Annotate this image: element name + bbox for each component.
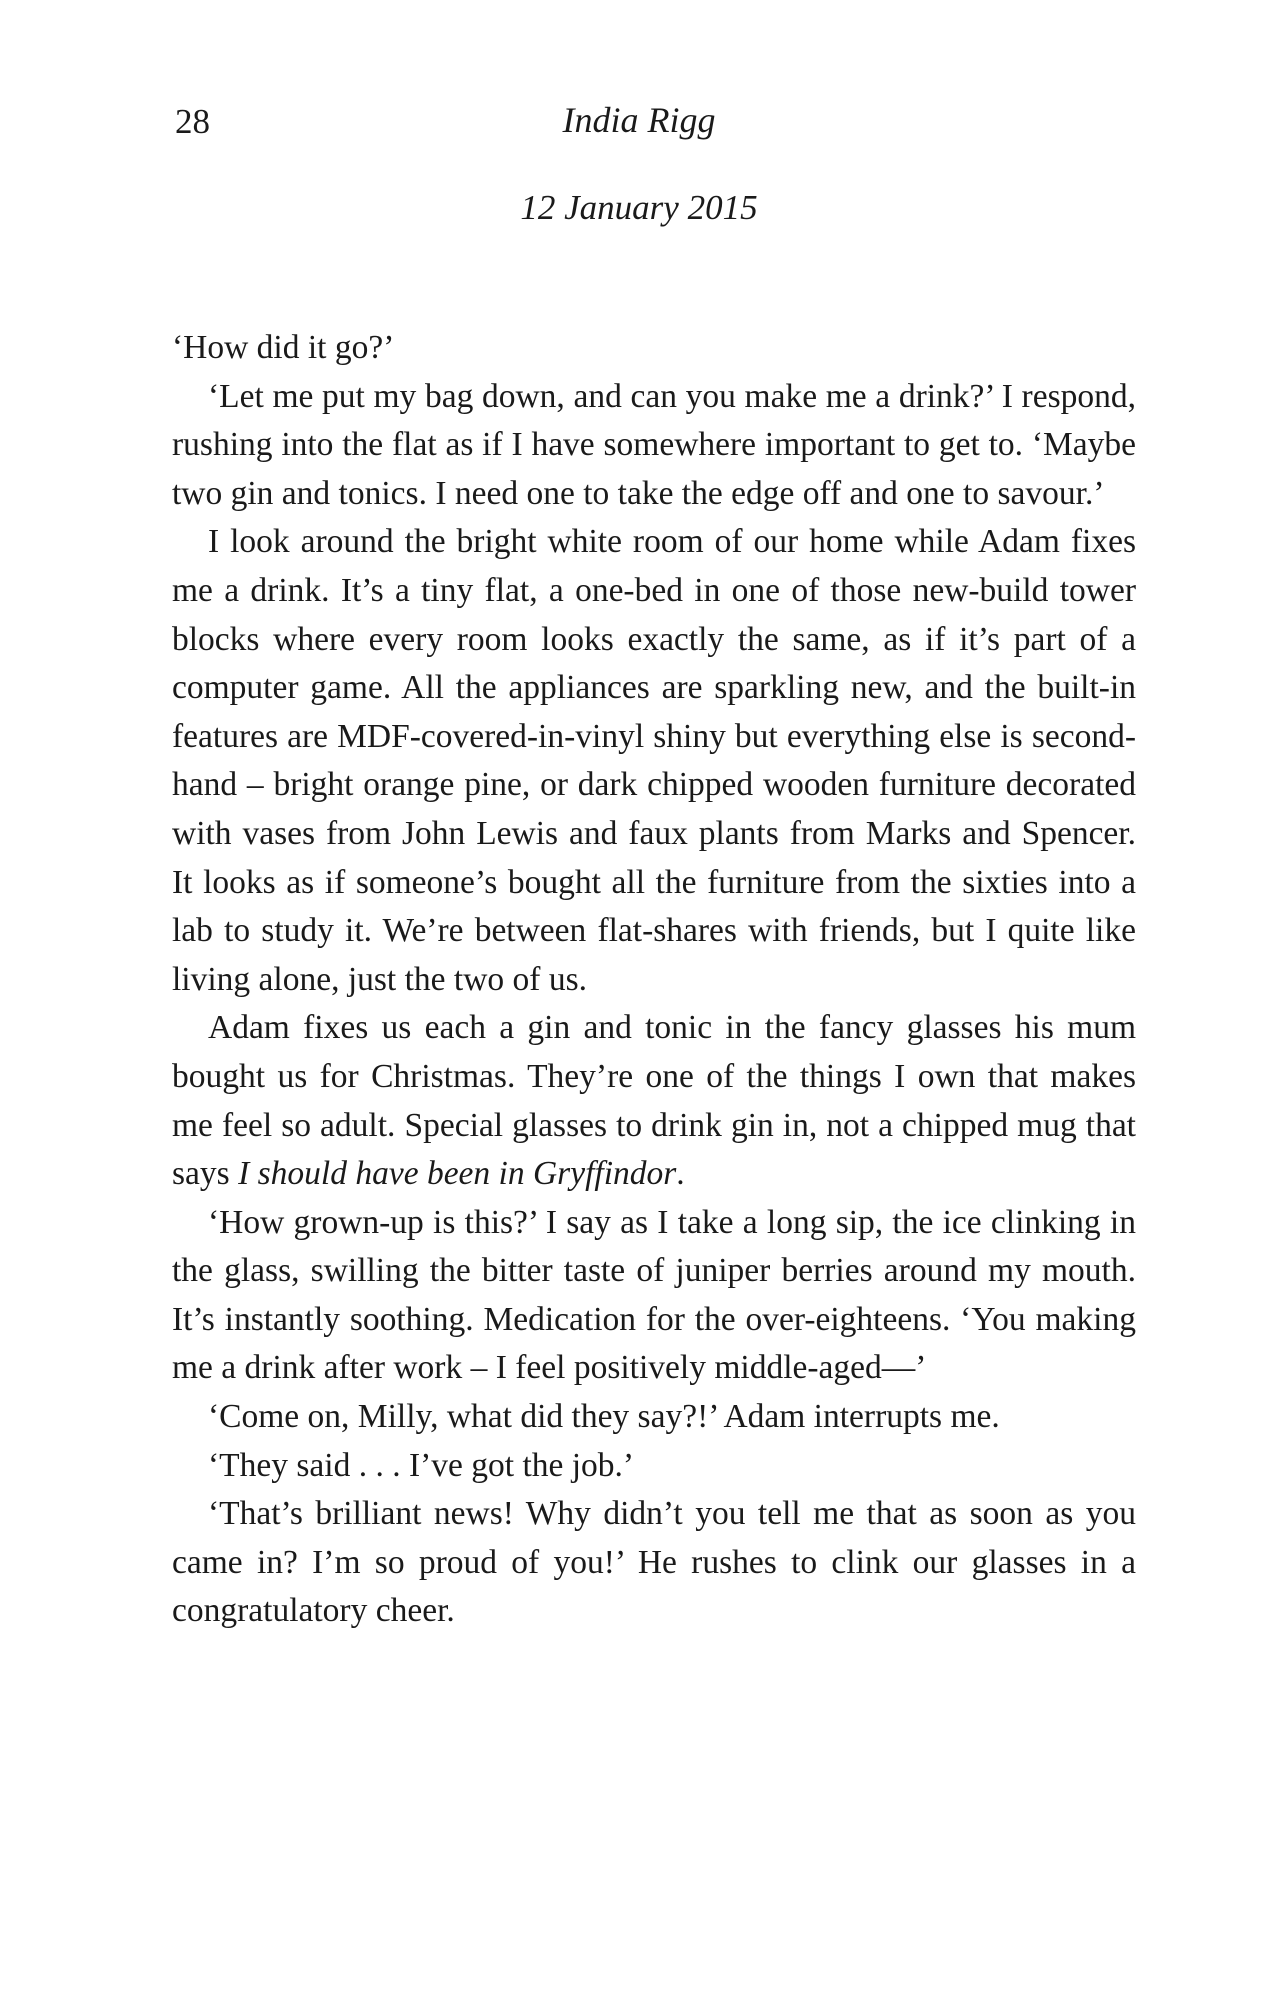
paragraph: ‘Come on, Milly, what did they say?!’ Adam interrupts me. xyxy=(208,1398,1000,1436)
paragraph-text: Adam fixes us each a gin and tonic in the fancy glasses his mum bought us for Christmas. They’re one of the things I own that makes me feel so adult. Special glasses to drink gin in, not a chipped mug that says xyxy=(172,1009,1136,1193)
page-number: 28 xyxy=(175,102,210,141)
paragraph: ‘How did it go?’ xyxy=(172,329,395,366)
italic-phrase: I should have been in Gryffindor xyxy=(238,1155,677,1193)
paragraph: I look around the bright white room of our home while Adam fixes me a drink. It’s a tiny flat, a one-bed in one of those new-build tower blocks where every room looks exactly the same, as if it’s part of a computer game. All the appliances are sparkling new, and the built-in features are MDF-covered-in-vinyl shiny but everything else is second-hand – bright orange pine, or dark chipped wooden furniture decorated with vases from John Lewis and faux plants from Marks and Spencer. It looks as if someone’s bought all the furniture from the sixties into a lab to study it. We’re between flat-shares with friends, but I quite like living alone, just the two of us. xyxy=(172,523,1136,998)
paragraph: ‘Let me put my bag down, and can you make me a drink?’ I respond, rushing into the flat as if I have somewhere important to get to. ‘Maybe two gin and tonics. I need one to take the edge off and one to savour.’ xyxy=(172,377,1136,512)
paragraph: ‘How grown-up is this?’ I say as I take a long sip, the ice clinking in the glass, swilling the bitter taste of juniper berries around my mouth. It’s instantly soothing. Medication for the over-eighteens. ‘You making me a drink after work – I feel positively middle-aged—’ xyxy=(172,1203,1136,1387)
paragraph: ‘They said . . . I’ve got the job.’ xyxy=(208,1446,635,1484)
running-head: India Rigg xyxy=(562,100,716,140)
paragraph xyxy=(172,1004,1136,1198)
body-text xyxy=(172,324,1136,1636)
paragraph: ‘That’s brilliant news! Why didn’t you tell me that as soon as you came in? I’m so proud of you!’ He rushes to clink our glasses in a congratulatory cheer. xyxy=(172,1495,1136,1630)
paragraph-text: . xyxy=(676,1155,685,1193)
date-heading: 12 January 2015 xyxy=(520,188,758,227)
